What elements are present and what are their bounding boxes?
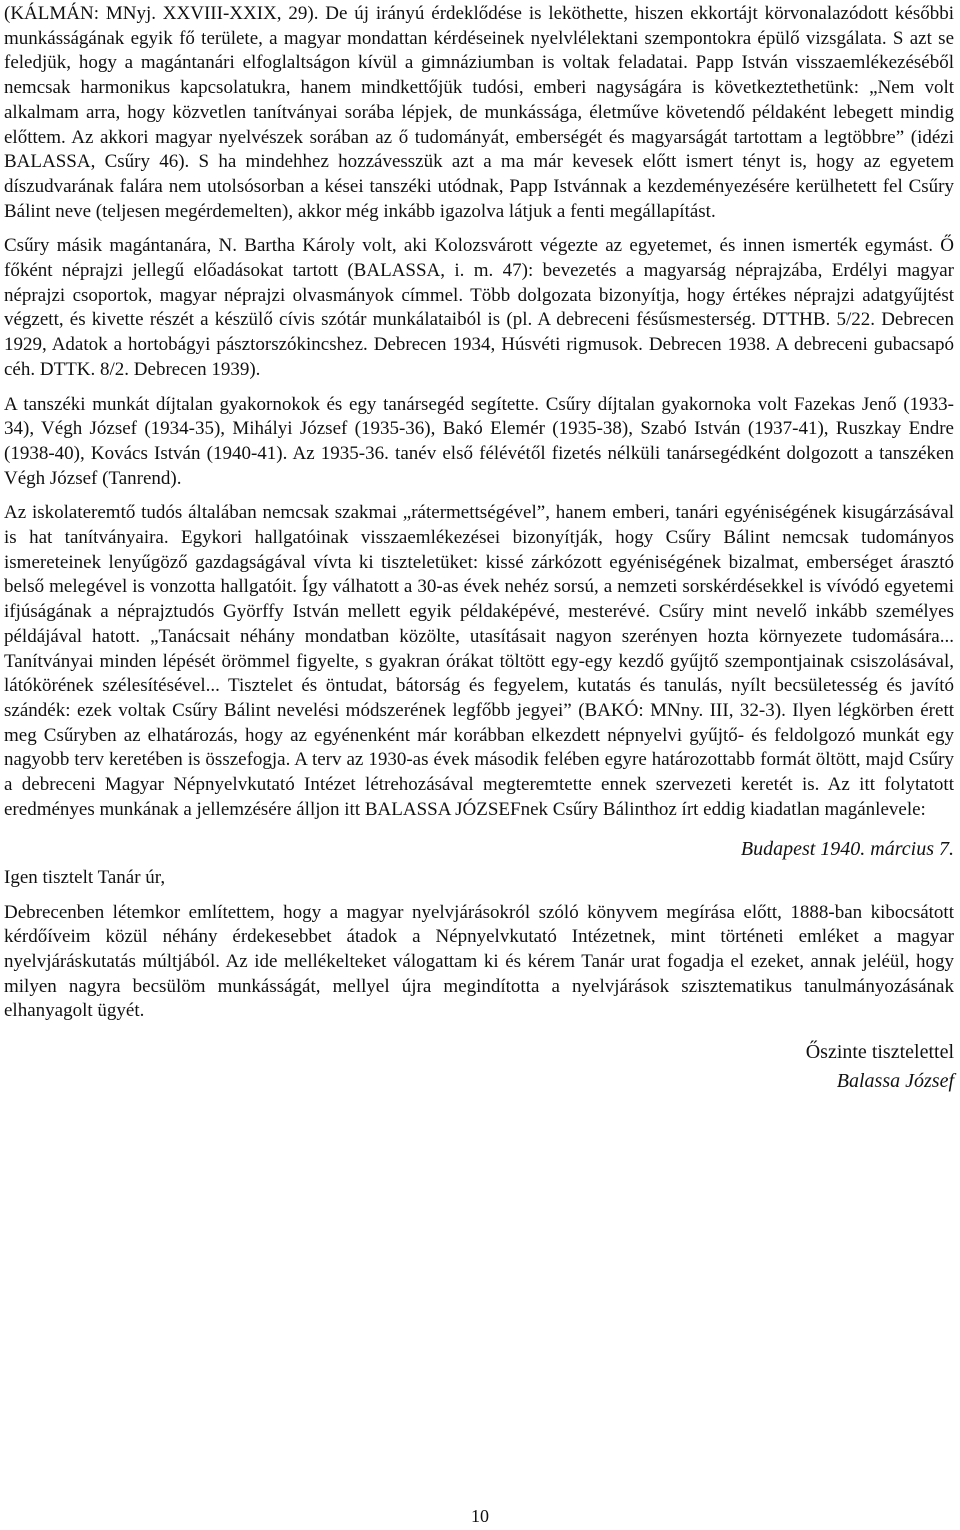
letter-dateline: Budapest 1940. március 7. — [740, 837, 954, 860]
document-page — [4, 0, 954, 1096]
letter-salutation: Igen tisztelt Tanár úr, — [4, 866, 166, 888]
letter-signoff — [4, 1038, 954, 1096]
paragraph-1: (KÁLMÁN: MNyj. XXVIII-XXIX, 29). De új irányú érdeklődése is leköthette, hiszen ekkortájt körvonalazódott későbbi munkásságának egyik fő területe, a magyar mondattan kérdéseinek nyelvlélektani szempontokra épülő vizsgálata. S azt se feledjük, hogy a magántanári elfoglaltságon kívül a gimnáziumban is voltak feladatai. Papp István visszaemlékezéséből nemcsak harmonikus kapcsolatukra, hanem mindkettőjük tudósi, emberi nagyságára is következtethetünk: „Nem volt alkalmam arra, hogy közvetlen tanítványai sorába lépjek, de munkássága, életműve követendő példaként lebegett mindig előttem. Az akkori magyar nyelvészek sorában az ő tudományát, emberségét és magyarságát tartottam a legtöbbre” (idézi BALASSA, Csűry 46). S ha mindehhez hozzávesszük azt a ma már kevesek előtt ismert tényt is, hogy az egyetem díszudvarának falára nem utolsósorban a kései tanszéki utódnak, Papp Istvánnak a kezdeményezésére kerülhetett fel Csűry Bálint neve (teljesen megérdemelten), akkor még inkább igazolva látjuk a fenti megállapítást. — [4, 3, 954, 222]
letter-closing: Őszinte tisztelettel — [805, 1041, 954, 1064]
paragraph-4: Az iskolateremtő tudós általában nemcsak szakmai „rátermettségével”, hanem emberi, tanári egyéniségének kisugárzásával is hat tanítványaira. Egykori hallgatóinak visszaemlékezései bizonyítják, hogy Csűry Bálint nemcsak tudományos ismereteinek lenyűgöző gazdagságával vívta ki tiszteletüket: kissé zárkózott egyéniségének bizalmat, emberséget árasztó belső melegével is vonzotta hallgatóit. Így válhatott a 30-as évek nehéz sorsú, a nemzeti sorskérdésekkel is vívódó egyetemi ifjúságának a néprajztudós Györffy István mellett egyik példaképévé, mesterévé. Csűry mint nevelő inkább személyes példájával hatott. „Tanácsait néhány mondatban közölte, utasításait nagyon szerényen hozta környezete tudomására... Tanítványai minden lépését örömmel figyelte, s gyakran órákat töltött egy-egy kezdő gyűjtő szempontjainak csiszolásával, látókörének szélesítésével... Tisztelet és öntudat, bátorság és fegyelem, kutatás és tanulás, nyílt becsületesség és javító szándék: ezek voltak Csűry Bálint nevelési módszerének legfőbb jegyei” (BAKÓ: MNny. III, 32-3). Ilyen légkörben érett meg Csűryben az elhatározás, hogy az egyénenként már korábban elkezdett népnyelvi gyűjtő- és feldolgozó munkát egy nagyobb terv keretében is összefogja. A terv az 1930-as évek második felében egyre határozottabb formát öltött, majd Csűry a debreceni Magyar Népnyelvkutató Intézet létrehozásával megteremtette ennek szervezeti keretét is. Az itt folytatott eredményes munkának a jellemzésére álljon itt BALASSA JÓZSEFnek Csűry Bálinthoz írt eddig kiadatlan magánlevele: — [4, 502, 954, 820]
paragraph-3: A tanszéki munkát díjtalan gyakornokok és egy tanársegéd segítette. Csűry díjtalan gyakornoka volt Fazekas Jenő (1933-34), Végh József (1934-35), Mihályi József (1935-36), Bakó Elemér (1935-38), Szabó István (1937-41), Ruszkay Endre (1938-40), Kovács István (1940-41). Az 1935-36. tanév első félévétől fizetés nélküli tanársegédként dolgozott a tanszéken Végh József (Tanrend). — [4, 393, 954, 489]
letter-body: Debrecenben létemkor említettem, hogy a magyar nyelvjárásokról szóló könyvem megírása előtt, 1888-ban kibocsátott kérdőíveim közül néhány érdekesebbet átadok a Népnyelvkutató Intézetnek, mint történeti emléket a magyar nyelvjáráskutatás múltjából. Az ide mellékelteket válogattam ki és kérem Tanár urat fogadja el ezeket, annak jeléül, hogy milyen nagyra becsülöm munkásságát, mellyel újra megindította a nyelvjárások szisztematikus tanulmányozásának elhanyagolt ügyét. — [4, 901, 954, 1022]
paragraph-2: Csűry másik magántanára, N. Bartha Károly volt, aki Kolozsvárott végezte az egyetemet, és innen ismerték egymást. Ő főként néprajzi jellegű előadásokat tartott (BALASSA, i. m. 47): bevezetés a magyarság néprajzába, Erdélyi magyar néprajzi csoportok, magyar néprajzi olvasmányok címmel. Több dolgozata bizonyítja, hogy értékes néprajzi adatgyűjtést végzett, és kivette részét a készülő cívis szótár munkálataiból is (pl. A debreceni fésűsmesterség. DTTHB. 5/22. Debrecen 1929, Adatok a hortobágyi pásztorszókincshez. Debrecen 1934, Húsvéti rigmusok. Debrecen 1938. A debreceni gubacsapó céh. DTTK. 8/2. Debrecen 1939). — [4, 235, 954, 380]
letter-signature: Balassa József — [836, 1070, 954, 1093]
page-number: 10 — [471, 1506, 489, 1526]
